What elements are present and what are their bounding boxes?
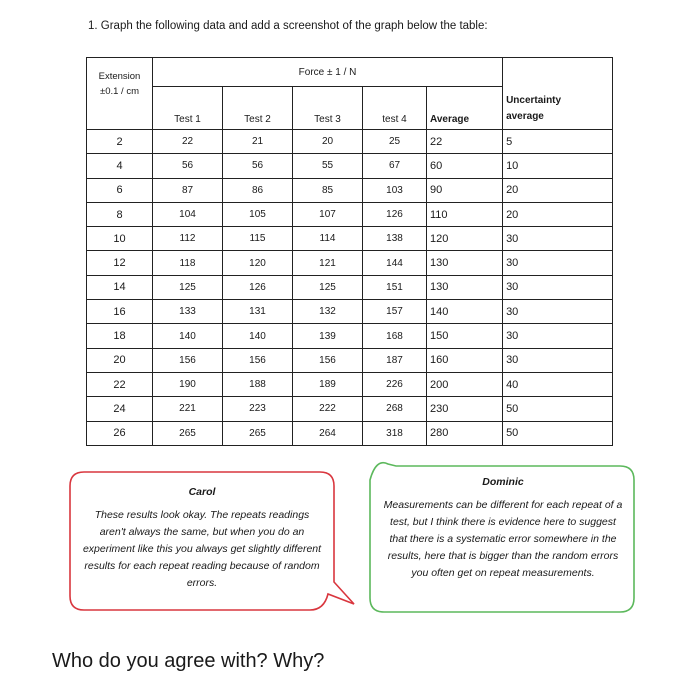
average-cell: 200 (427, 372, 503, 396)
test2-cell: 126 (223, 275, 293, 299)
average-cell: 130 (427, 275, 503, 299)
test1-cell: 156 (153, 348, 223, 372)
table-row (87, 130, 613, 154)
test3-cell: 189 (293, 372, 363, 396)
test1-cell: 221 (153, 397, 223, 421)
uncertainty-cell: 5 (503, 130, 613, 154)
uncertainty-cell: 30 (503, 251, 613, 275)
uncertainty-cell: 10 (503, 154, 613, 178)
average-cell: 120 (427, 227, 503, 251)
extension-header-line2: ±0.1 / cm (99, 86, 139, 97)
test3-cell: 121 (293, 251, 363, 275)
carol-text: These results look okay. The repeats readings aren't always the same, but when you do an experiment like this you always get slightly different results for each repeat reading because of random errors. (82, 509, 322, 589)
test4-cell: 226 (363, 372, 427, 396)
table-row (87, 397, 613, 421)
table-row (87, 421, 613, 445)
uncertainty-cell: 50 (503, 397, 613, 421)
force-extension-table (86, 57, 613, 446)
extension-cell: 20 (87, 348, 153, 372)
test3-cell: 114 (293, 227, 363, 251)
instruction-text: 1. Graph the following data and add a screenshot of the graph below the table: (88, 20, 488, 32)
uncertainty-header-line1: Uncertainty (506, 95, 562, 106)
test1-cell: 265 (153, 421, 223, 445)
uncertainty-cell: 30 (503, 275, 613, 299)
test4-cell: 25 (363, 130, 427, 154)
average-cell: 150 (427, 324, 503, 348)
test3-cell: 132 (293, 300, 363, 324)
extension-header (87, 58, 153, 130)
col-header-test4: test 4 (363, 87, 427, 130)
question-text: Who do you agree with? Why? (52, 650, 325, 672)
test4-cell: 318 (363, 421, 427, 445)
table-row (87, 251, 613, 275)
dominic-text: Measurements can be different for each repeat of a test, but I think there is evidence here to suggest that there is a systematic error somewhere in the results, here that is bigger than the random errors you often get on repeat measurements. (383, 499, 623, 579)
average-cell: 280 (427, 421, 503, 445)
test4-cell: 187 (363, 348, 427, 372)
uncertainty-cell: 50 (503, 421, 613, 445)
test2-cell: 140 (223, 324, 293, 348)
test1-cell: 140 (153, 324, 223, 348)
extension-cell: 22 (87, 372, 153, 396)
uncertainty-cell: 40 (503, 372, 613, 396)
table-row (87, 178, 613, 202)
extension-cell: 2 (87, 130, 153, 154)
test2-cell: 223 (223, 397, 293, 421)
test3-cell: 85 (293, 178, 363, 202)
test2-cell: 105 (223, 202, 293, 226)
dominic-name: Dominic (482, 476, 524, 488)
test1-cell: 133 (153, 300, 223, 324)
test2-cell: 131 (223, 300, 293, 324)
extension-cell: 10 (87, 227, 153, 251)
extension-cell: 24 (87, 397, 153, 421)
col-header-average: Average (427, 87, 503, 130)
uncertainty-cell: 30 (503, 324, 613, 348)
table-row (87, 300, 613, 324)
col-header-test2: Test 2 (223, 87, 293, 130)
extension-cell: 6 (87, 178, 153, 202)
test3-cell: 107 (293, 202, 363, 226)
table-row (87, 348, 613, 372)
test2-cell: 56 (223, 154, 293, 178)
average-cell: 110 (427, 202, 503, 226)
test2-cell: 86 (223, 178, 293, 202)
test4-cell: 144 (363, 251, 427, 275)
average-cell: 60 (427, 154, 503, 178)
table-row (87, 324, 613, 348)
test2-cell: 21 (223, 130, 293, 154)
average-cell: 90 (427, 178, 503, 202)
average-cell: 22 (427, 130, 503, 154)
test4-cell: 157 (363, 300, 427, 324)
carol-name: Carol (188, 486, 216, 498)
uncertainty-cell: 30 (503, 300, 613, 324)
test2-cell: 265 (223, 421, 293, 445)
extension-cell: 14 (87, 275, 153, 299)
table-row (87, 275, 613, 299)
test3-cell: 55 (293, 154, 363, 178)
col-header-uncertainty (503, 87, 613, 130)
test4-cell: 67 (363, 154, 427, 178)
col-header-test1: Test 1 (153, 87, 223, 130)
test4-cell: 138 (363, 227, 427, 251)
test1-cell: 22 (153, 130, 223, 154)
extension-header-line1: Extension (98, 71, 141, 82)
test1-cell: 104 (153, 202, 223, 226)
test3-cell: 264 (293, 421, 363, 445)
extension-cell: 18 (87, 324, 153, 348)
test1-cell: 190 (153, 372, 223, 396)
test1-cell: 125 (153, 275, 223, 299)
carol-speech-bubble (68, 470, 358, 615)
table-row (87, 154, 613, 178)
uncertainty-cell: 20 (503, 178, 613, 202)
test4-cell: 126 (363, 202, 427, 226)
dominic-speech-bubble (368, 460, 643, 620)
extension-cell: 12 (87, 251, 153, 275)
test4-cell: 268 (363, 397, 427, 421)
extension-cell: 4 (87, 154, 153, 178)
test2-cell: 188 (223, 372, 293, 396)
uncertainty-header-line2: average (506, 111, 544, 122)
table-row (87, 372, 613, 396)
col-header-test3: Test 3 (293, 87, 363, 130)
test2-cell: 115 (223, 227, 293, 251)
test1-cell: 112 (153, 227, 223, 251)
test3-cell: 156 (293, 348, 363, 372)
test2-cell: 156 (223, 348, 293, 372)
test1-cell: 87 (153, 178, 223, 202)
table-row (87, 227, 613, 251)
average-cell: 130 (427, 251, 503, 275)
test2-cell: 120 (223, 251, 293, 275)
test3-cell: 139 (293, 324, 363, 348)
extension-cell: 26 (87, 421, 153, 445)
extension-cell: 16 (87, 300, 153, 324)
test1-cell: 56 (153, 154, 223, 178)
table-row (87, 202, 613, 226)
force-header: Force ± 1 / N (153, 58, 503, 87)
test3-cell: 222 (293, 397, 363, 421)
average-cell: 140 (427, 300, 503, 324)
average-cell: 160 (427, 348, 503, 372)
extension-cell: 8 (87, 202, 153, 226)
average-cell: 230 (427, 397, 503, 421)
uncertainty-header-top (503, 58, 613, 87)
test4-cell: 103 (363, 178, 427, 202)
test4-cell: 151 (363, 275, 427, 299)
test1-cell: 118 (153, 251, 223, 275)
test4-cell: 168 (363, 324, 427, 348)
uncertainty-cell: 30 (503, 348, 613, 372)
test3-cell: 20 (293, 130, 363, 154)
uncertainty-cell: 30 (503, 227, 613, 251)
uncertainty-cell: 20 (503, 202, 613, 226)
test3-cell: 125 (293, 275, 363, 299)
